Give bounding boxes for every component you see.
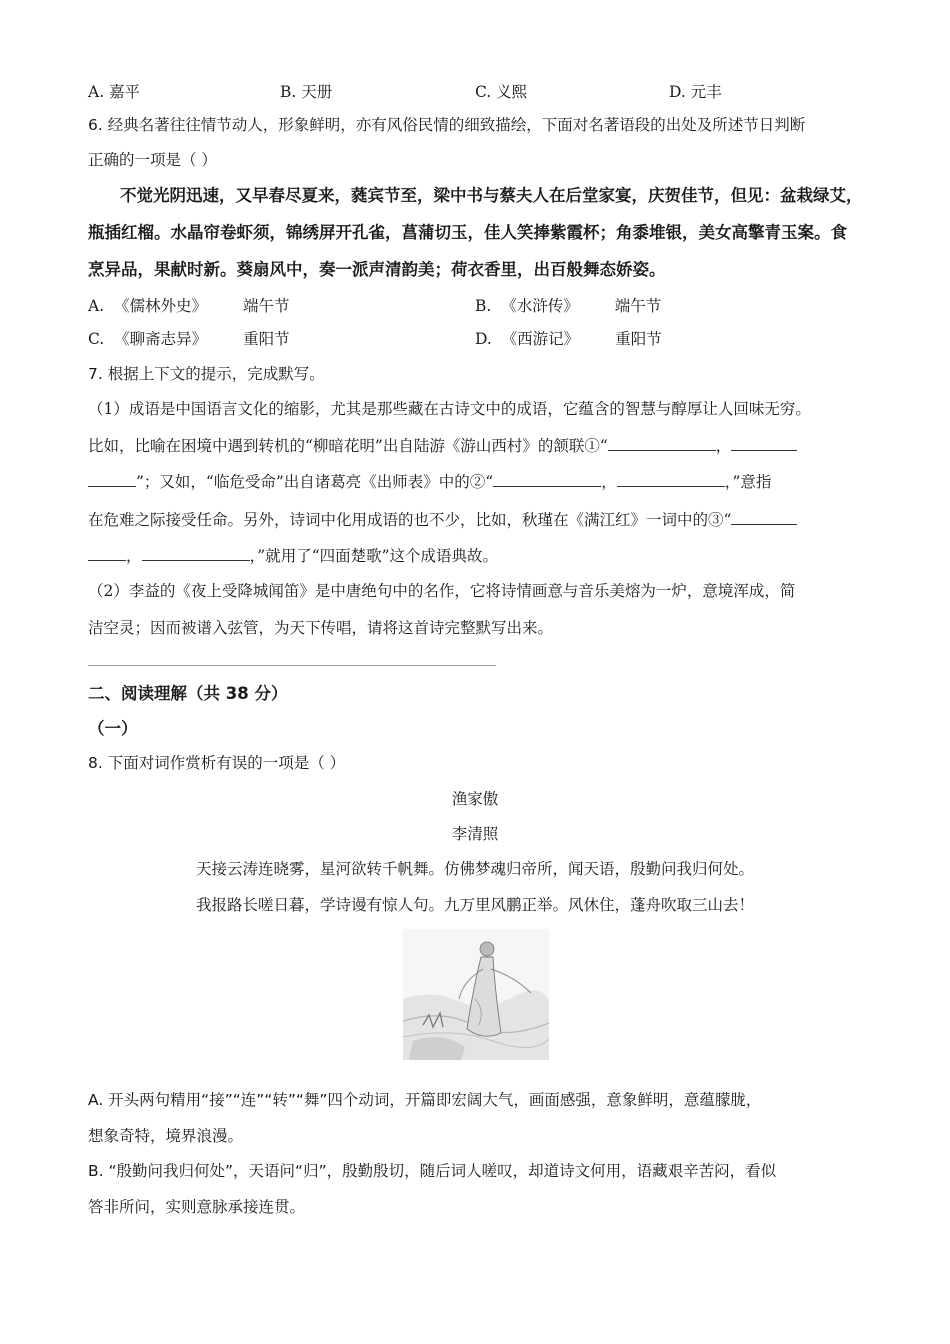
q6-option-b: B. 《水浒传》 端午节 — [475, 297, 662, 315]
q6-stem-line1: 6. 经典名著往往情节动人，形象鲜明，亦有风俗民情的细致描绘，下面对名著语段的出处及所述节日判断 — [88, 116, 806, 134]
q7-p2-line1: （2）李益的《夜上受降城闻笛》是中唐绝句中的名作，它将诗情画意与音乐美熔为一炉，意境浑成，简 — [88, 582, 796, 600]
q7-p1-line4: 在危难之际接受任命。另外，诗词中化用成语的也不少，比如，秋瑾在《满江红》一词中的③“ — [88, 510, 797, 530]
section-title: 二、阅读理解（共 38 分） — [88, 684, 288, 703]
q6-passage-line1: 不觉光阴迅速，又早春尽夏来，蕤宾节至，梁中书与蔡夫人在后堂家宴，庆贺佳节，但见：盆栽绿艾， — [120, 186, 863, 205]
q6-number: 6. — [88, 116, 103, 134]
q7-blank-2a[interactable] — [493, 472, 601, 487]
poem-title: 渔家傲 — [451, 790, 499, 808]
q7-stem: 7. 根据上下文的提示，完成默写。 — [88, 365, 325, 383]
q7-blank-1a[interactable] — [608, 436, 716, 451]
q7-blank-1c[interactable] — [88, 472, 136, 487]
q7-blank-3c[interactable] — [142, 546, 250, 561]
q8-option-b-line2: 答非所问，实则意脉承接连贯。 — [88, 1198, 306, 1216]
q6-option-d: D. 《西游记》 重阳节 — [475, 330, 662, 348]
q5-option-c: C. 义熙 — [475, 83, 528, 101]
poet-illustration — [403, 929, 549, 1060]
q7-p1-line2: 比如，比喻在困境中遇到转机的“柳暗花明”出自陆游《游山西村》的颔联①“ ， — [88, 436, 797, 456]
answer-line[interactable] — [88, 665, 496, 666]
q7-blank-2b[interactable] — [617, 472, 725, 487]
q7-p1-line5: ， ，”就用了“四面楚歌”这个成语典故。 — [88, 546, 498, 566]
poem-line1: 天接云涛连晓雾，星河欲转千帆舞。仿佛梦魂归帝所，闻天语，殷勤问我归何处。 — [195, 860, 754, 878]
q5-option-b: B. 天册 — [280, 83, 333, 101]
q8-option-a-line2: 想象奇特，境界浪漫。 — [88, 1127, 244, 1145]
q7-blank-1b[interactable] — [731, 436, 797, 451]
poem-line2: 我报路长嗟日暮，学诗谩有惊人句。九万里风鹏正举。风休住，蓬舟吹取三山去！ — [195, 896, 754, 914]
q8-option-b-line1: B. “殷勤问我归何处”，天语问“归”，殷勤殷切，随后词人嗟叹，却道诗文何用，语藏艰辛苦闷，看似 — [88, 1162, 777, 1180]
q6-option-a: A. 《儒林外史》 端午节 — [88, 297, 290, 315]
q8-stem: 8. 下面对词作赏析有误的一项是（ ） — [88, 754, 346, 772]
q7-p1-line3: ”；又如，“临危受命”出自诸葛亮《出师表》中的②“ ， ，”意指 — [88, 472, 771, 492]
q7-blank-3a[interactable] — [731, 510, 797, 525]
section-subtitle: （一） — [88, 719, 138, 738]
q6-option-c: C. 《聊斋志异》 重阳节 — [88, 330, 290, 348]
q5-option-d: D. 元丰 — [669, 83, 722, 101]
poem-author: 李清照 — [451, 825, 499, 843]
q6-stem-line2: 正确的一项是（ ） — [88, 151, 217, 169]
q5-option-a: A. 嘉平 — [88, 83, 141, 101]
q7-number: 7. — [88, 365, 103, 383]
q8-number: 8. — [88, 754, 103, 772]
q7-blank-3b[interactable] — [88, 546, 126, 561]
q7-p1-line1: （1）成语是中国语言文化的缩影，尤其是那些藏在古诗文中的成语，它蕴含的智慧与醇厚让人回味无穷。 — [88, 400, 811, 418]
q8-option-a-line1: A. 开头两句精用“接”“连”“转”“舞”四个动词，开篇即宏阔大气，画面感强，意象鲜明，意蕴朦胧， — [88, 1091, 762, 1109]
q6-passage-line2: 瓶插红榴。水晶帘卷虾须，锦绣屏开孔雀，菖蒲切玉，佳人笑捧紫霞杯；角黍堆银，美女高擎青玉案。食 — [88, 223, 847, 242]
q6-passage-line3: 烹异品，果献时新。葵扇风中，奏一派声清韵美；荷衣香里，出百般舞态娇姿。 — [88, 260, 666, 279]
q7-p2-line2: 洁空灵；因而被谱入弦管，为天下传唱，请将这首诗完整默写出来。 — [88, 619, 554, 637]
